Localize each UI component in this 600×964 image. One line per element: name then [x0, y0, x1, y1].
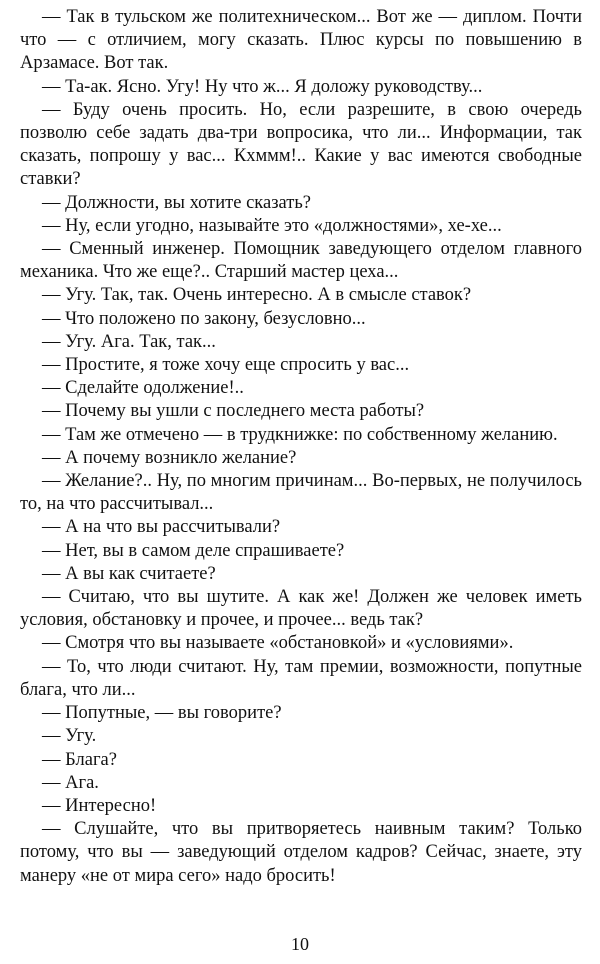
page-text: [20, 6, 582, 888]
paragraph-3: — Буду очень просить. Но, если разрешите, в свою очередь позволю себе задать два-три вопросика, что ли... Информации, так сказать, попрошу у вас... Кхммм!.. Какие у вас имеются свободные ставки?: [20, 99, 582, 190]
paragraph-19: — Считаю, что вы шутите. А как же! Должен же человек иметь условия, обстановку и прочее, и прочее... ведь так?: [20, 587, 582, 631]
paragraph-26: — Интересно!: [42, 795, 157, 816]
paragraph-16: — А на что вы рассчитывали?: [42, 517, 281, 538]
paragraph-9: — Угу. Ага. Так, так...: [42, 331, 216, 352]
paragraph-6: — Сменный инженер. Помощник заведующего отделом главного механика. Что же еще?.. Старший мастер цеха...: [20, 239, 582, 283]
paragraph-20: — Смотря что вы называете «обстановкой» и «условиями».: [42, 633, 514, 654]
paragraph-12: — Почему вы ушли с последнего места работы?: [42, 401, 425, 422]
paragraph-23: — Угу.: [42, 726, 97, 747]
paragraph-8: — Что положено по закону, безусловно...: [42, 308, 366, 329]
paragraph-10: — Простите, я тоже хочу еще спросить у вас...: [42, 355, 410, 376]
paragraph-17: — Нет, вы в самом деле спрашиваете?: [42, 540, 345, 561]
paragraph-13: — Там же отмечено — в трудкнижке: по собственному желанию.: [42, 424, 558, 445]
paragraph-14: — А почему возникло желание?: [42, 447, 297, 468]
paragraph-15: — Желание?.. Ну, по многим причинам... Во-первых, не получилось то, на что рассчитывал...: [20, 471, 582, 515]
paragraph-1: — Так в тульском же политехническом... Вот же — диплом. Почти что — с отличием, могу сказать. Плюс курсы по повышению в Арзамасе. Вот так.: [20, 7, 582, 74]
page-number: 10: [291, 934, 309, 954]
paragraph-21: — То, что люди считают. Ну, там премии, возможности, попутные блага, что ли...: [20, 656, 582, 700]
paragraph-4: — Должности, вы хотите сказать?: [42, 192, 311, 213]
paragraph-7: — Угу. Так, так. Очень интересно. А в смысле ставок?: [42, 285, 472, 306]
paragraph-25: — Ага.: [42, 772, 99, 793]
paragraph-22: — Попутные, — вы говорите?: [42, 703, 282, 724]
paragraph-18: — А вы как считаете?: [42, 563, 216, 584]
paragraph-11: — Сделайте одолжение!..: [42, 378, 244, 399]
paragraph-5: — Ну, если угодно, называйте это «должностями», хе-хе...: [42, 215, 502, 236]
paragraph-27: — Слушайте, что вы притворяетесь наивным таким? Только потому, что вы — заведующий отделом кадров? Сейчас, знаете, эту манеру «не от мира сего» надо бросить!: [20, 819, 582, 886]
paragraph-2: — Та-ак. Ясно. Угу! Ну что ж... Я доложу руководству...: [42, 76, 483, 97]
paragraph-24: — Блага?: [42, 749, 117, 770]
